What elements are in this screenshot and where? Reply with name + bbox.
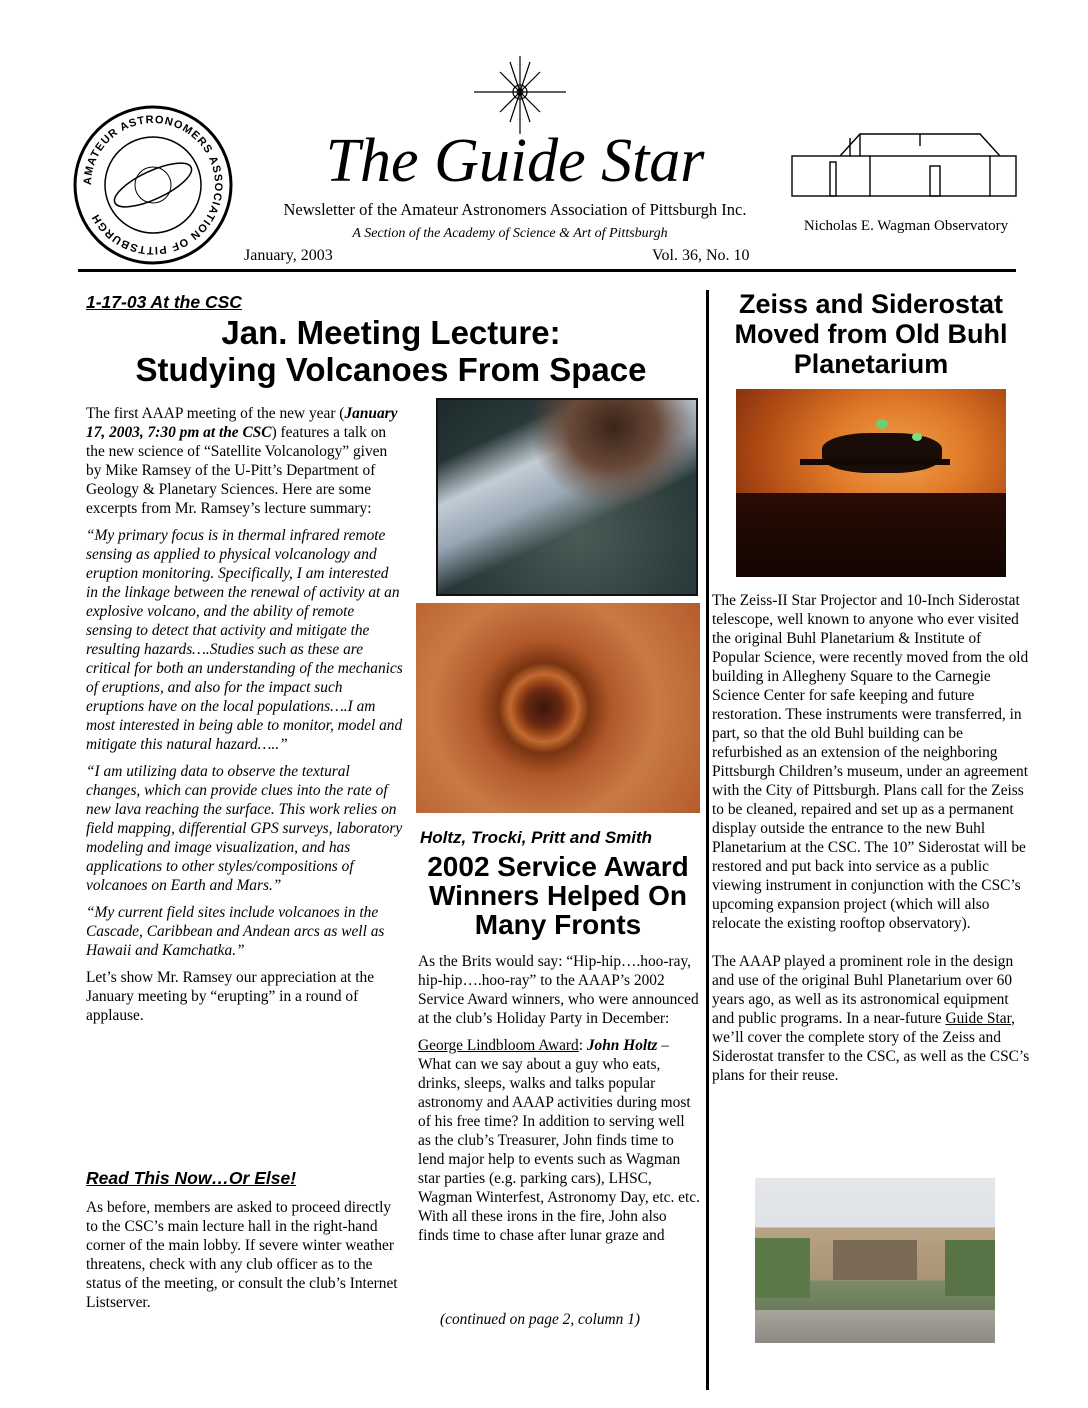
awards-headline-line-2: Winners Helped On: [428, 880, 687, 911]
lecture-intro: The first AAAP meeting of the new year (January 17, 2003, 7:30 pm at the CSC) features a talk on the new science of “Satellite Volcanology” given by Mike Ramsey of the U-Pitt’s Department of Geology & Planetary Sciences. Here are some excerpts from Mr. Ramsey’s lecture summary:: [86, 405, 398, 517]
zeiss-headline-line-1: Zeiss and Siderostat: [738, 289, 1004, 319]
science-center-photo: [755, 1178, 995, 1343]
zeiss-headline: [712, 289, 1030, 379]
lecture-kicker: 1-17-03 At the CSC: [86, 292, 242, 312]
guide-star-reference: Guide Star: [945, 1010, 1012, 1027]
lecture-headline: [86, 314, 696, 388]
observatory-caption: Nicholas E. Wagman Observatory: [803, 218, 1009, 234]
awards-headline-line-3: Many Fronts: [474, 909, 642, 940]
lecture-body: [86, 404, 404, 1033]
masthead-rule: [78, 269, 1016, 272]
lecture-headline-line-2: Studying Volcanoes From Space: [135, 351, 647, 388]
award-name: George Lindbloom Award: [418, 1037, 579, 1054]
star-icon: [470, 52, 570, 136]
section-line: A Section of the Academy of Science & Art of Pittsburgh: [352, 226, 668, 241]
issue-volume: Vol. 36, No. 10: [652, 247, 750, 264]
zeiss-body: [712, 591, 1030, 1093]
volcano-satellite-photo: [436, 398, 698, 596]
meeting-datetime: January 17, 2003, 7:30 pm at the CSC: [86, 405, 398, 441]
awards-body: [418, 952, 700, 1245]
awards-holtz: George Lindbloom Award: John Holtz – What can we say about a guy who eats, drinks, sleeps, walks and talks popular astronomy and AAAP activities during most of his free time? In addition to serving well as the club’s Treasurer, John finds time to lend major help to events such as Wagman star parties (e.g. parking cars), LHSC, Wagman Winterfest, Astronomy Day, etc. etc. With all these irons in the fire, John also finds time to chase after lunar graze and: [418, 1037, 700, 1244]
lecture-closing: Let’s show Mr. Ramsey our appreciation at the January meeting by “erupting” in a round of applause.: [86, 969, 375, 1024]
notice-heading: Read This Now…Or Else!: [86, 1168, 297, 1188]
lecture-headline-line-1: Jan. Meeting Lecture:: [221, 314, 561, 351]
association-seal: [72, 104, 234, 266]
continued-note: (continued on page 2, column 1): [440, 1311, 641, 1328]
lecture-quote-3: “My current field sites include volcanoes in the Cascade, Caribbean and Andean arcs as well as Hawaii and Kamchatka.”: [86, 904, 385, 959]
awards-intro: As the Brits would say: “Hip-hip….hoo-ray, hip-hip….hoo-ray” to the AAAP’s 2002 Service Award winners, who were announced at the club’s Holiday Party in December:: [418, 953, 699, 1027]
seal-text: AMATEUR ASTRONOMERS ASSOCIATION OF PITTSBURGH: [81, 113, 225, 257]
awards-headline-line-1: 2002 Service Award: [427, 851, 689, 882]
awards-headline: [416, 852, 700, 939]
notice-body: As before, members are asked to proceed directly to the CSC’s main lecture hall in the right-hand corner of the main lobby. If severe winter weather threatens, check with any club officer as to the status of the meeting, or consult the club’s Internet Listserver.: [86, 1199, 398, 1311]
zeiss-headline-line-3: Planetarium: [793, 349, 949, 379]
zeiss-para-2: The AAAP played a prominent role in the design and use of the original Buhl Planetarium over 60 years ago, as well as its astronomical equipment and public programs. In a near-future Guide Star, we’ll cover the complete story of the Zeiss and Siderostat transfer to the CSC, as well as the CSC’s plans for their reuse.: [712, 953, 1030, 1084]
zeiss-headline-line-2: Moved from Old Buhl: [734, 319, 1008, 349]
zeiss-para-1: The Zeiss-II Star Projector and 10-Inch Siderostat telescope, well known to anyone who ever visited the original Buhl Planetarium & Institute of Popular Science, were recently moved from the old building in Allegheny Square to the Carnegie Science Center for safe keeping and future restoration. These instruments were transferred, in part, so that the old Buhl building can be refurbished as an extension of the neighboring Pittsburgh Children’s museum, under an agreement with the City of Pittsburgh. Plans call for the Zeiss to be cleaned, repaired and set up as a permanent display outside the entrance to the new Buhl Planetarium at the CSC. The 10” Siderostat will be restored and put back into service as a public viewing instrument in conjunction with the CSC’s upcoming expansion project (which will also relocate the existing rooftop observatory).: [712, 592, 1029, 932]
column-divider: [706, 290, 709, 1390]
observatory-drawing: [790, 126, 1018, 198]
award-winner: John Holtz: [586, 1037, 658, 1054]
lecture-quote-2: “I am utilizing data to observe the textural changes, which can provide clues into the rate of new lava reaching the surface. This work relies on field mapping, differential GPS surveys, laboratory modeling and image visualization, and has applications to other styles/compositions of volcanoes on Earth and Mars.”: [86, 763, 403, 894]
newsletter-title: The Guide Star: [325, 127, 705, 195]
zeiss-projector-photo: [736, 389, 1006, 577]
lecture-quote-1: “My primary focus is in thermal infrared remote sensing as applied to physical volcanology and eruption monitoring. Specifically, I am interested in the linkage between the renewal of activity at an explosive volcano, and the ability of remote sensing to detect that activity and mitigate the resulting hazards….Studies such as these are critical for both an understanding of the mechanics of eruptions, and also for the impact such eruptions have on the local populations….I am most interested in being able to monitor, model and mitigate this natural hazard…..”: [86, 527, 403, 753]
mars-volcano-photo: [416, 603, 700, 813]
newsletter-subtitle: Newsletter of the Amateur Astronomers Association of Pittsburgh Inc.: [283, 200, 747, 219]
svg-text:AMATEUR ASTRONOMERS ASSOCIATIO: [82, 114, 224, 256]
awards-kicker: Holtz, Trocki, Pritt and Smith: [420, 828, 653, 847]
issue-date: January, 2003: [244, 247, 333, 264]
